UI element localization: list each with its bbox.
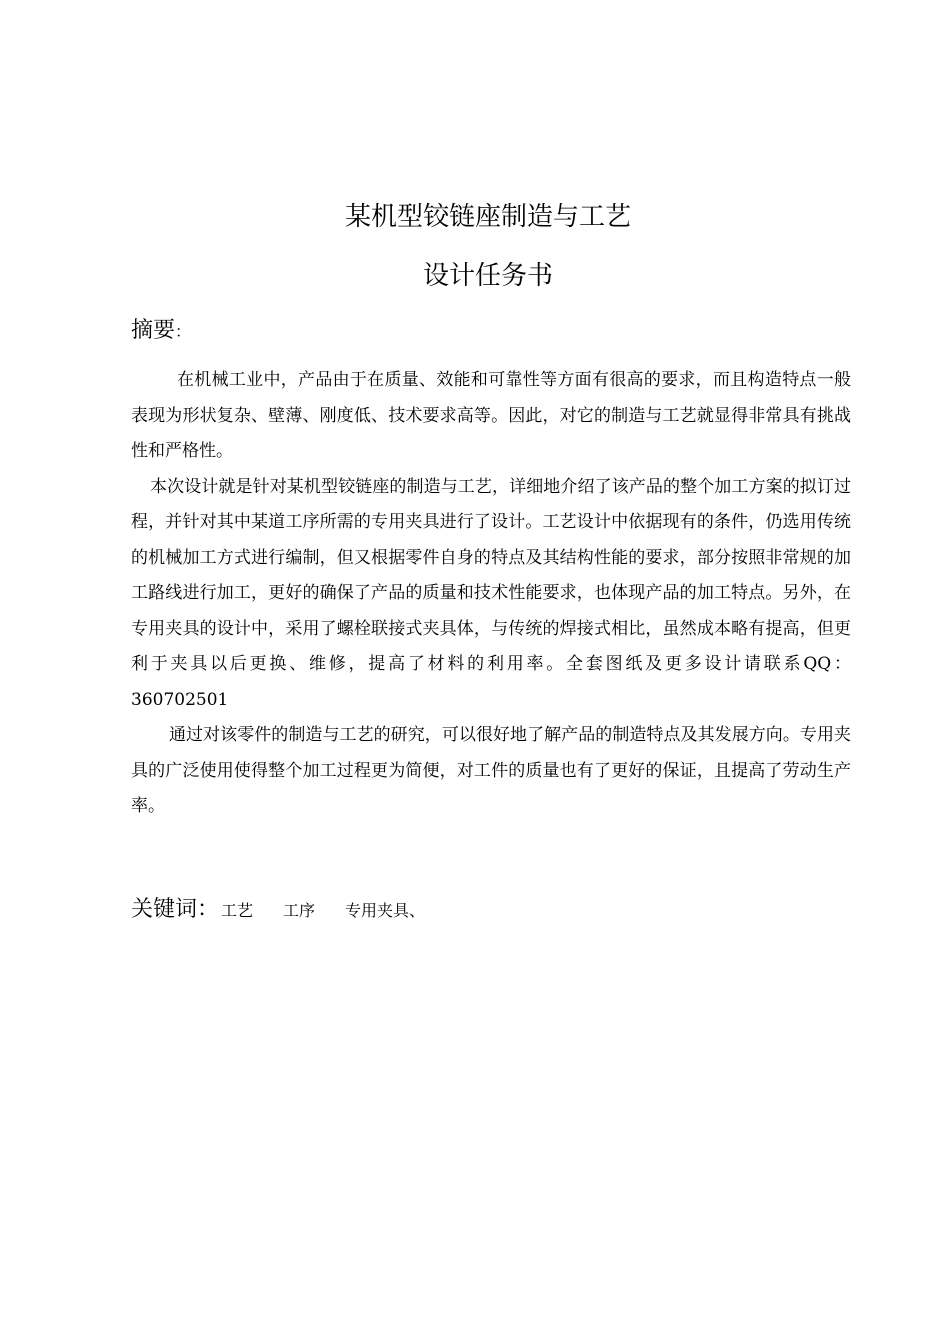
abstract-heading-colon: ：	[175, 322, 192, 341]
abstract-paragraph: 在机械工业中，产品由于在质量、效能和可靠性等方面有很高的要求，而且构造特点一般表现为形状复杂、壁薄、刚度低、技术要求高等。因此，对它的制造与工艺就显得非常具有挑战性和严格性。	[131, 370, 851, 461]
abstract-paragraph: 通过对该零件的制造与工艺的研究，可以很好地了解产品的制造特点及其发展方向。专用夹具的广泛使用使得整个加工过程更为简便，对工件的质量也有了更好的保证，且提高了劳动生产率。	[131, 725, 851, 816]
keywords-label: 关键词：	[131, 897, 220, 922]
abstract-paragraph: 本次设计就是针对某机型铰链座的制造与工艺，详细地介绍了该产品的整个加工方案的拟订过程，并针对其中某道工序所需的专用夹具进行了设计。工艺设计中依据现有的条件，仍选用传统的机械加工方式进行编制，但又根据零件自身的特点及其结构性能的要求，部分按照非常规的加工路线进行加工，更好的确保了产品的质量和技术性能要求，也体现产品的加工特点。另外，在专用夹具的设计中，采用了螺栓联接式夹具体，与传统的焊接式相比，虽然成本略有提高，但更利于夹具以后更换、维修，提高了材料的利用率。全套图纸及更多设计请联系QQ：360702501	[131, 476, 851, 710]
keyword-item: 工艺	[221, 901, 254, 920]
keyword-item: 专用夹具、	[345, 901, 426, 920]
abstract-heading-label: 摘要	[131, 318, 176, 343]
keyword-item: 工序	[283, 901, 316, 920]
document-title: 某机型铰链座制造与工艺	[344, 202, 631, 232]
abstract-heading	[131, 316, 191, 347]
keywords-line	[131, 895, 425, 926]
document-subtitle: 设计任务书	[422, 261, 553, 291]
abstract-body	[131, 363, 851, 825]
